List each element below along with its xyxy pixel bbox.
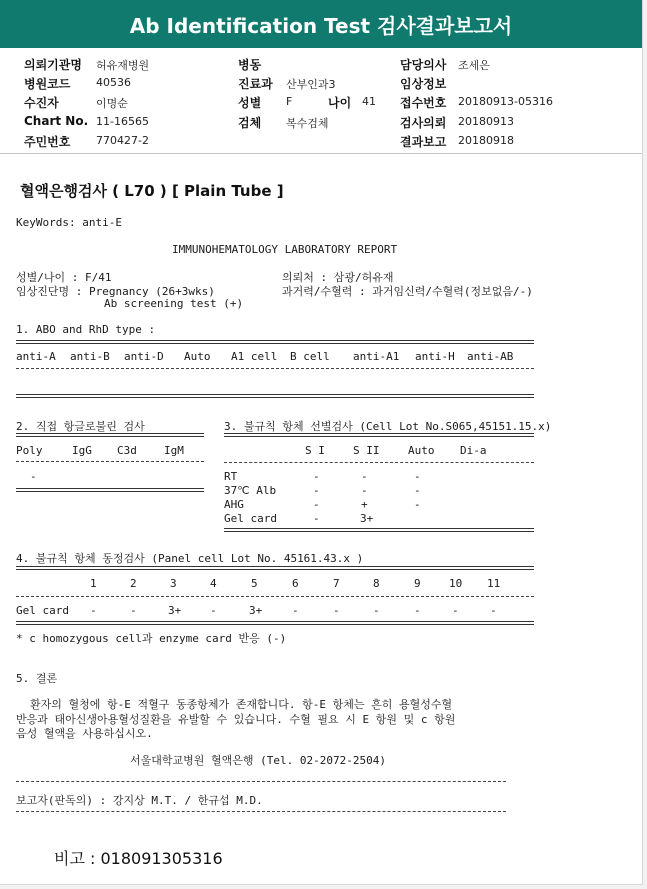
dat-header-rule bbox=[16, 461, 204, 462]
panel-cell-6: 6 bbox=[292, 577, 299, 590]
panel-result-3: 3+ bbox=[168, 604, 182, 617]
receipt-no-value: 20180913-05316 bbox=[458, 95, 553, 108]
dat-col-igg: IgG bbox=[72, 444, 92, 457]
panel-bottom-rule bbox=[16, 621, 534, 625]
screen-row-rt-phase: RT bbox=[224, 470, 238, 483]
sex-age-line: 성별/나이 : F/41 bbox=[16, 271, 112, 284]
screen-top-rule bbox=[224, 433, 534, 437]
dat-col-igm: IgM bbox=[164, 444, 184, 457]
panel-result-5: 3+ bbox=[249, 604, 263, 617]
requester-line: 의뢰처 : 삼광/허유재 bbox=[282, 271, 394, 284]
specimen-label: 검체 bbox=[238, 116, 262, 130]
screen-row-gel-phase: Gel card bbox=[224, 512, 277, 525]
lab-report-title: IMMUNOHEMATOLOGY LABORATORY REPORT bbox=[172, 243, 398, 256]
panel-note: * c homozygous cell과 enzyme card 반응 (-) bbox=[16, 632, 287, 645]
resident-no-value: 770427-2 bbox=[96, 134, 149, 147]
screen-title: 3. 불규칙 항체 선별검사 (Cell Lot No.S065,45151.15.x) bbox=[224, 420, 552, 433]
request-date-value: 20180913 bbox=[458, 115, 514, 128]
remark: 비고 : 018091305316 bbox=[54, 849, 223, 868]
panel-cell-4: 4 bbox=[210, 577, 217, 590]
panel-row-label: Gel card bbox=[16, 604, 69, 617]
screen-col-s2: S II bbox=[353, 444, 380, 457]
dat-title: 2. 직접 항글로불린 검사 bbox=[16, 420, 145, 433]
conclusion-title: 5. 결론 bbox=[16, 672, 58, 685]
abo-col-a1-cell: A1 cell bbox=[231, 350, 278, 363]
abo-header-rule bbox=[16, 368, 534, 369]
dat-poly-result: - bbox=[30, 470, 37, 483]
abo-title: 1. ABO and RhD type : bbox=[16, 323, 156, 336]
screen-row-ahg-s2: + bbox=[361, 498, 368, 511]
sex-label: 성별 bbox=[238, 96, 262, 110]
bloodbank-contact: 서울대학교병원 혈액은행 (Tel. 02-2072-2504) bbox=[130, 754, 386, 767]
dat-col-poly: Poly bbox=[16, 444, 43, 457]
doctor-value: 조세은 bbox=[458, 59, 490, 72]
panel-result-8: - bbox=[373, 604, 380, 617]
panel-result-4: - bbox=[210, 604, 217, 617]
panel-cell-8: 8 bbox=[373, 577, 380, 590]
resident-no-label: 주민번호 bbox=[24, 135, 71, 149]
panel-result-1: - bbox=[90, 604, 97, 617]
panel-result-11: - bbox=[490, 604, 497, 617]
reporter-bottom-rule bbox=[16, 811, 506, 812]
panel-result-7: - bbox=[333, 604, 340, 617]
keywords-line: KeyWords: anti-E bbox=[16, 216, 122, 229]
dat-top-rule bbox=[16, 433, 204, 437]
screen-row-rt-s1: - bbox=[313, 470, 320, 483]
abo-top-rule bbox=[16, 340, 534, 344]
panel-cell-9: 9 bbox=[414, 577, 421, 590]
sex-value: F bbox=[286, 95, 293, 108]
panel-result-10: - bbox=[452, 604, 459, 617]
screen-col-dia: Di-a bbox=[460, 444, 487, 457]
specimen-value: 복수검체 bbox=[286, 117, 329, 130]
diagnosis-line: 임상진단명 : Pregnancy (26+3wks) bbox=[16, 285, 215, 298]
hospital-code-label: 병원코드 bbox=[24, 77, 71, 91]
clinical-info-label: 임상정보 bbox=[400, 77, 447, 91]
hospital-code-value: 40536 bbox=[96, 76, 131, 89]
conclusion-line-3: 음성 혈액을 사용하십시오. bbox=[16, 727, 153, 740]
screen-row-rt-s2: - bbox=[361, 470, 368, 483]
recipient-label: 수진자 bbox=[24, 96, 59, 110]
panel-cell-2: 2 bbox=[130, 577, 137, 590]
panel-result-9: - bbox=[414, 604, 421, 617]
report-title: Ab Identification Test 검사결과보고서 bbox=[0, 0, 642, 48]
report-date-label: 결과보고 bbox=[400, 135, 447, 149]
conclusion-line-2: 반응과 태아신생아용혈성질환을 유발할 수 있습니다. 수혈 필요 시 E 항원 및 c 항원 bbox=[16, 713, 456, 726]
dat-col-c3d: C3d bbox=[117, 444, 137, 457]
reporter-line: 보고자(판독의) : 강지상 M.T. / 한규섭 M.D. bbox=[16, 794, 263, 807]
header-divider bbox=[0, 153, 642, 154]
reporter-top-rule bbox=[16, 781, 506, 782]
screen-row-alb-phase: 37℃ Alb bbox=[224, 484, 277, 497]
panel-cell-7: 7 bbox=[333, 577, 340, 590]
screen-row-alb-auto: - bbox=[414, 484, 421, 497]
screen-col-auto: Auto bbox=[408, 444, 435, 457]
abo-col-b-cell: B cell bbox=[290, 350, 330, 363]
screen-header-rule bbox=[224, 462, 534, 463]
conclusion-line-1: 환자의 혈청에 항-E 적혈구 동종항체가 존재합니다. 항-E 항체는 흔히 용혈성수혈 bbox=[30, 698, 453, 711]
institution-label: 의뢰기관명 bbox=[24, 58, 82, 72]
age-label: 나이 bbox=[328, 96, 352, 110]
section-heading: 혈액은행검사 ( L70 ) [ Plain Tube ] bbox=[20, 182, 284, 200]
screen-row-ahg-phase: AHG bbox=[224, 498, 244, 511]
chart-no-label: Chart No. bbox=[24, 114, 89, 128]
diagnosis-line-2: Ab screening test (+) bbox=[104, 297, 244, 310]
panel-cell-11: 11 bbox=[487, 577, 501, 590]
abo-col-auto: Auto bbox=[184, 350, 211, 363]
receipt-no-label: 접수번호 bbox=[400, 96, 447, 110]
panel-cell-5: 5 bbox=[251, 577, 258, 590]
institution-value: 허유재병원 bbox=[96, 59, 150, 72]
screen-row-ahg-auto: - bbox=[414, 498, 421, 511]
screen-row-alb-s2: - bbox=[361, 484, 368, 497]
abo-col-anti-b: anti-B bbox=[70, 350, 110, 363]
screen-row-rt-auto: - bbox=[414, 470, 421, 483]
request-date-label: 검사의뢰 bbox=[400, 116, 447, 130]
panel-cell-1: 1 bbox=[90, 577, 97, 590]
age-value: 41 bbox=[362, 95, 376, 108]
abo-col-anti-d: anti-D bbox=[124, 350, 164, 363]
screen-row-gel-s1: - bbox=[313, 512, 320, 525]
abo-col-anti-a: anti-A bbox=[16, 350, 56, 363]
screen-row-alb-s1: - bbox=[313, 484, 320, 497]
abo-col-anti-h: anti-H bbox=[415, 350, 455, 363]
dat-bottom-rule bbox=[16, 488, 204, 492]
chart-no-value: 11-16565 bbox=[96, 115, 149, 128]
recipient-value: 이명순 bbox=[96, 97, 128, 110]
abo-col-anti-a1: anti-A1 bbox=[353, 350, 400, 363]
screen-row-gel-s2: 3+ bbox=[360, 512, 374, 525]
panel-result-2: - bbox=[130, 604, 137, 617]
abo-col-anti-ab: anti-AB bbox=[467, 350, 514, 363]
report-date-value: 20180918 bbox=[458, 134, 514, 147]
abo-bottom-rule bbox=[16, 394, 534, 398]
department-value: 산부인과3 bbox=[286, 78, 336, 91]
department-label: 진료과 bbox=[238, 77, 273, 91]
history-line: 과거력/수혈력 : 과거임신력/수혈력(정보없음/-) bbox=[282, 285, 533, 298]
panel-top-rule bbox=[16, 566, 534, 570]
screen-row-ahg-s1: - bbox=[313, 498, 320, 511]
screen-bottom-rule bbox=[224, 528, 534, 532]
screen-col-s1: S I bbox=[305, 444, 325, 457]
doctor-label: 담당의사 bbox=[400, 58, 447, 72]
panel-header-rule bbox=[16, 596, 534, 597]
panel-cell-3: 3 bbox=[170, 577, 177, 590]
panel-title: 4. 불규칙 항체 동정검사 (Panel cell Lot No. 45161.43.x ) bbox=[16, 552, 364, 565]
panel-result-6: - bbox=[292, 604, 299, 617]
ward-label: 병동 bbox=[238, 58, 262, 72]
panel-cell-10: 10 bbox=[449, 577, 463, 590]
